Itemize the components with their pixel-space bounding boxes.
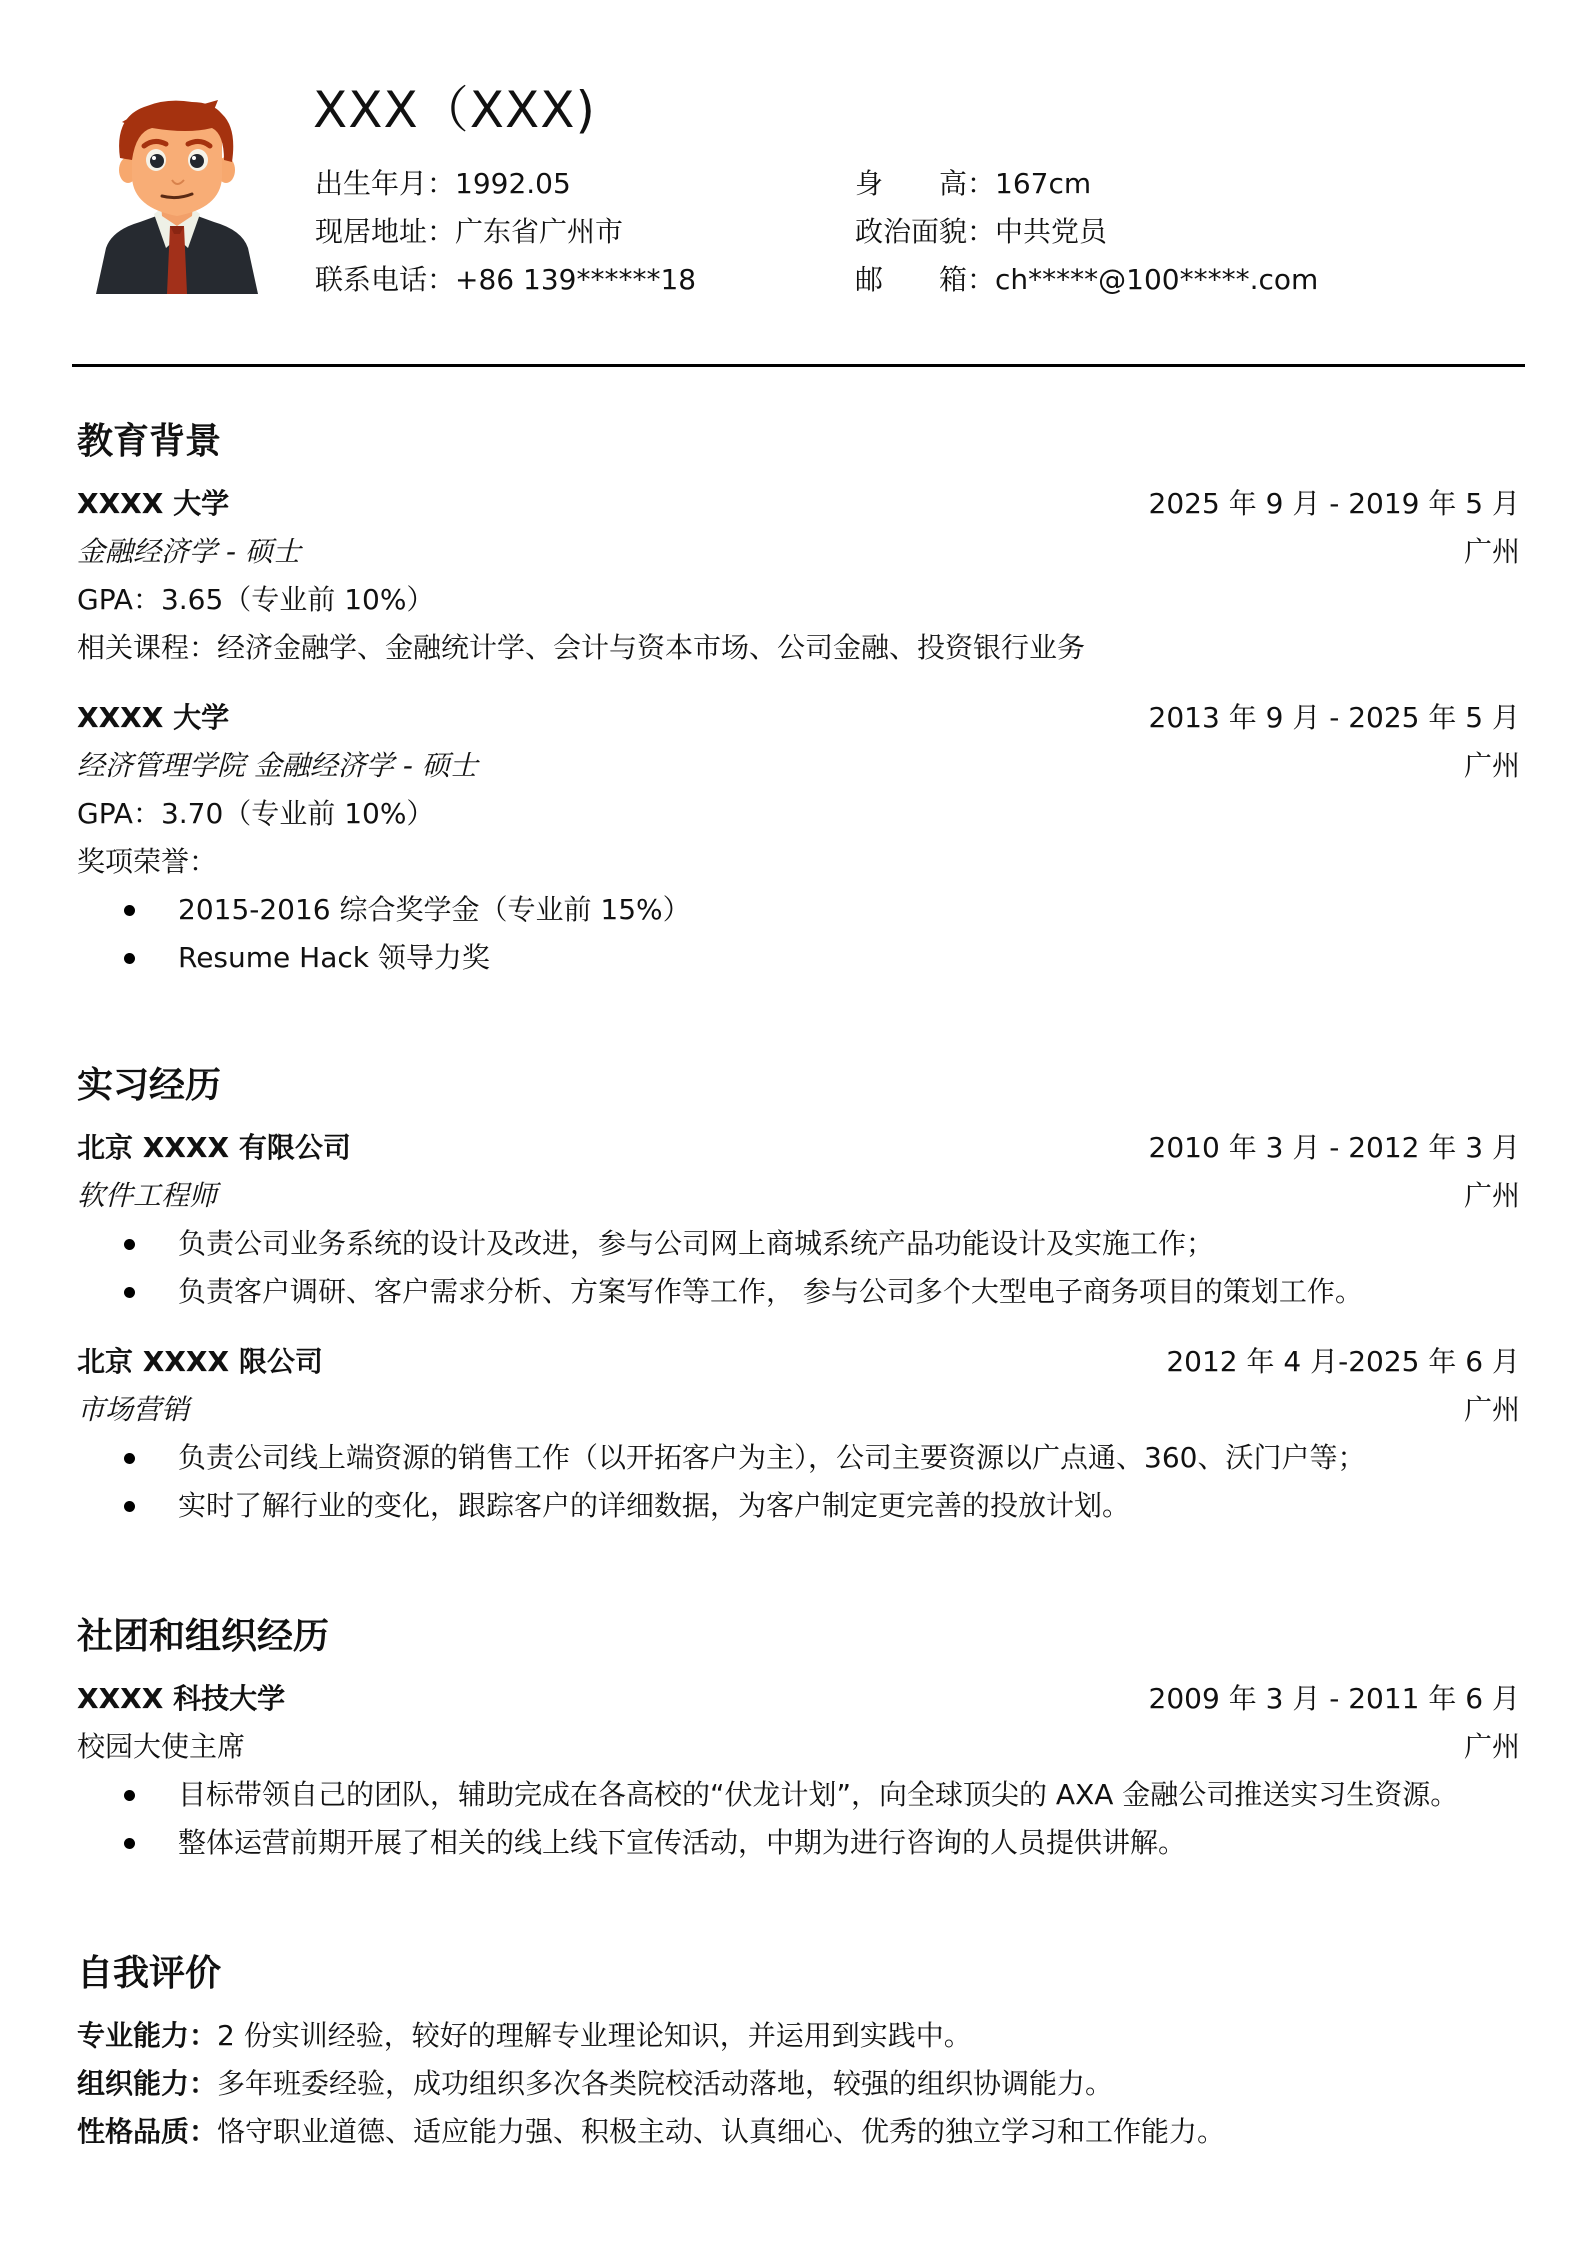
bullet-icon: [124, 1239, 135, 1250]
major-degree: 经济管理学院 金融经济学 - 硕士: [77, 749, 478, 782]
awards-label-row: [77, 838, 1520, 886]
duties-list: [77, 1434, 1520, 1530]
organization-dates: 2009 年 3 月 - 2011 年 6 月: [1148, 1682, 1520, 1715]
education-entry-subheader: [77, 742, 1520, 790]
company-name: 北京 XXXX 限公司: [77, 1345, 323, 1378]
phone-row: [315, 256, 696, 304]
awards-list: [77, 886, 1520, 982]
list-item: [77, 1819, 1520, 1867]
personal-info-left: [315, 160, 696, 304]
height-label-part2: 高：: [938, 167, 995, 200]
courses-text: 相关课程：经济金融学、金融统计学、会计与资本市场、公司金融、投资银行业务: [77, 631, 1086, 664]
section-title-education: 教育背景: [77, 421, 222, 462]
candidate-name: XXX（XXX): [313, 81, 597, 139]
education-entry-subheader: [77, 528, 1520, 576]
duties-list: [77, 1220, 1520, 1316]
section-title-self-evaluation: 自我评价: [77, 1953, 222, 1994]
school-name: XXXX 大学: [77, 487, 230, 520]
school-name: XXXX 大学: [77, 701, 230, 734]
organization-entry: [77, 1675, 1520, 1867]
address-label: 现居地址：: [315, 215, 456, 248]
bullet-icon: [124, 1501, 135, 1512]
list-item: [77, 1220, 1520, 1268]
education-location: 广州: [1463, 535, 1520, 568]
gpa-text: GPA：3.65（专业前 10%）: [77, 583, 435, 616]
birth-date-value: 1992.05: [455, 167, 571, 200]
address-row: [315, 208, 696, 256]
email-row: [855, 256, 1318, 304]
duty-text: 负责客户调研、客户需求分析、方案写作等工作， 参与公司多个大型电子商务项目的策划工作。: [178, 1275, 1363, 1308]
activity-text: 目标带领自己的团队，辅助完成在各高校的“伏龙计划”，向全球顶尖的 AXA 金融公司推送实习生资源。: [178, 1778, 1459, 1811]
list-item: [77, 934, 1520, 982]
bullet-icon: [124, 1838, 135, 1849]
job-role: 市场营销: [77, 1393, 190, 1426]
education-entry-header: [77, 694, 1520, 742]
internship-entry-header: [77, 1338, 1520, 1386]
education-entry: [77, 480, 1520, 672]
duty-text: 负责公司业务系统的设计及改进，参与公司网上商城系统产品功能设计及实施工作；: [178, 1227, 1215, 1260]
political-status-label: [855, 208, 995, 256]
gpa-text: GPA：3.70（专业前 10%）: [77, 797, 435, 830]
political-status-row: [855, 208, 1318, 256]
birth-date-label: 出生年月：: [315, 167, 456, 200]
organization-location: 广州: [1463, 1730, 1520, 1763]
major-degree: 金融经济学 - 硕士: [77, 535, 301, 568]
duty-text: 实时了解行业的变化，跟踪客户的详细数据，为客户制定更完善的投放计划。: [178, 1489, 1131, 1522]
education-location: 广州: [1463, 749, 1520, 782]
bullet-icon: [124, 953, 135, 964]
height-label: [855, 160, 995, 208]
bullet-icon: [124, 1790, 135, 1801]
internship-dates: 2010 年 3 月 - 2012 年 3 月: [1148, 1131, 1520, 1164]
education-dates: 2013 年 9 月 - 2025 年 5 月: [1148, 701, 1520, 734]
education-entry-header: [77, 480, 1520, 528]
internship-location: 广州: [1463, 1393, 1520, 1426]
address-value: 广东省广州市: [455, 215, 624, 248]
activity-text: 整体运营前期开展了相关的线上线下宣传活动，中期为进行咨询的人员提供讲解。: [178, 1826, 1187, 1859]
email-label: [855, 256, 995, 304]
awards-label: 奖项荣誉：: [77, 845, 218, 878]
award-text: 2015-2016 综合奖学金（专业前 15%）: [178, 893, 691, 926]
phone-value: +86 139******18: [455, 263, 697, 296]
organization-entry-subheader: [77, 1723, 1520, 1771]
award-text: Resume Hack 领导力奖: [178, 941, 490, 974]
list-item: [77, 1434, 1520, 1482]
phone-label: 联系电话：: [315, 263, 456, 296]
internship-section: [77, 1058, 1520, 1538]
cartoon-man-avatar-icon: [92, 98, 262, 294]
internship-entry-subheader: [77, 1172, 1520, 1220]
education-dates: 2025 年 9 月 - 2019 年 5 月: [1148, 487, 1520, 520]
email-label-part2: 箱：: [938, 263, 995, 296]
political-status-value: 中共党员: [995, 215, 1108, 248]
education-section: [77, 414, 1520, 990]
organization-role: 校园大使主席: [77, 1730, 246, 1763]
self-eval-label: 专业能力：: [77, 2019, 218, 2052]
organization-name: XXXX 科技大学: [77, 1682, 286, 1715]
gpa-row: [77, 576, 1520, 624]
gpa-row: [77, 790, 1520, 838]
organization-section: [77, 1609, 1520, 1875]
height-row: [855, 160, 1318, 208]
email-value: ch*****@100*****.com: [995, 263, 1319, 296]
internship-entry-header: [77, 1124, 1520, 1172]
header-divider: [72, 364, 1525, 367]
self-eval-label: 性格品质：: [77, 2115, 218, 2148]
activities-list: [77, 1771, 1520, 1867]
political-status-label-part1: 政治面貌: [855, 215, 968, 248]
courses-row: [77, 624, 1520, 672]
self-eval-row: [77, 2012, 1520, 2060]
avatar: [92, 98, 262, 294]
organization-entry-header: [77, 1675, 1520, 1723]
section-title-internship: 实习经历: [77, 1065, 222, 1106]
birth-date-row: [315, 160, 696, 208]
section-title-organization: 社团和组织经历: [77, 1616, 330, 1657]
self-eval-text: 多年班委经验，成功组织多次各类院校活动落地，较强的组织协调能力。: [217, 2067, 1114, 2100]
list-item: [77, 1771, 1520, 1819]
self-evaluation-section: [77, 1946, 1520, 2156]
duty-text: 负责公司线上端资源的销售工作（以开拓客户为主），公司主要资源以广点通、360、沃门户等；: [178, 1441, 1366, 1474]
internship-entry: [77, 1124, 1520, 1316]
height-value: 167cm: [995, 167, 1092, 200]
internship-dates: 2012 年 4 月-2025 年 6 月: [1166, 1345, 1520, 1378]
company-name: 北京 XXXX 有限公司: [77, 1131, 351, 1164]
list-item: [77, 1482, 1520, 1530]
email-label-part1: 邮: [855, 263, 884, 296]
self-eval-label: 组织能力：: [77, 2067, 218, 2100]
political-status-label-part2: ：: [967, 215, 996, 248]
self-eval-row: [77, 2060, 1520, 2108]
self-eval-text: 2 份实训经验，较好的理解专业理论知识，并运用到实践中。: [217, 2019, 972, 2052]
bullet-icon: [124, 905, 135, 916]
self-eval-text: 恪守职业道德、适应能力强、积极主动、认真细心、优秀的独立学习和工作能力。: [217, 2115, 1226, 2148]
bullet-icon: [124, 1453, 135, 1464]
self-eval-row: [77, 2108, 1520, 2156]
list-item: [77, 1268, 1520, 1316]
internship-entry: [77, 1338, 1520, 1530]
internship-location: 广州: [1463, 1179, 1520, 1212]
job-role: 软件工程师: [77, 1179, 218, 1212]
height-label-part1: 身: [855, 167, 884, 200]
education-entry: [77, 694, 1520, 982]
internship-entry-subheader: [77, 1386, 1520, 1434]
personal-info-right: [855, 160, 1318, 304]
bullet-icon: [124, 1287, 135, 1298]
list-item: [77, 886, 1520, 934]
